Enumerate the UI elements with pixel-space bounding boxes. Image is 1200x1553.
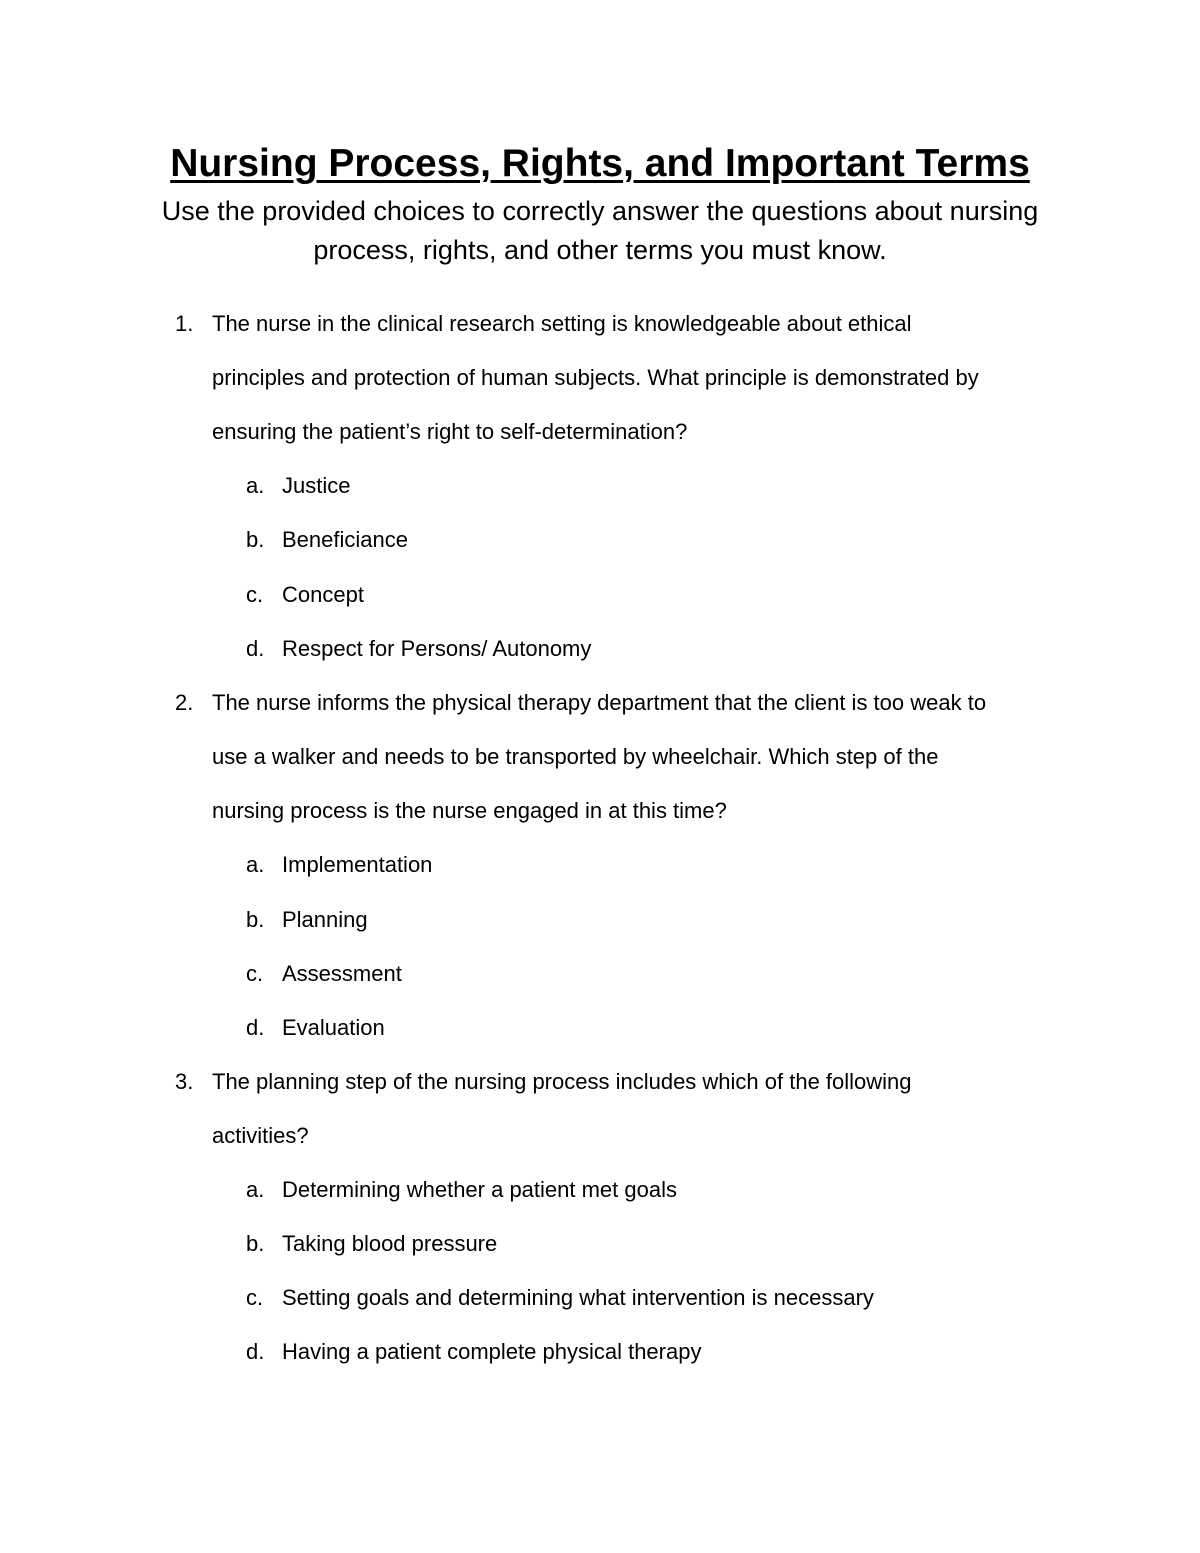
option-letter: d. — [246, 1015, 265, 1040]
document-title: Nursing Process, Rights, and Important Terms — [170, 142, 1030, 185]
option-letter: b. — [246, 1231, 265, 1256]
question-text-line: use a walker and needs to be transported by wheelchair. Which step of the — [212, 744, 939, 769]
option-text: Justice — [282, 473, 351, 498]
option-text: Concept — [282, 582, 364, 607]
option-letter: b. — [246, 527, 265, 552]
option-letter: a. — [246, 852, 265, 877]
question-text-line: The nurse in the clinical research setting is knowledgeable about ethical — [212, 311, 912, 336]
question-text-line: The nurse informs the physical therapy department that the client is too weak to — [212, 690, 987, 715]
option-text: Respect for Persons/ Autonomy — [282, 636, 592, 661]
option-text: Beneficiance — [282, 527, 408, 552]
document-subtitle: Use the provided choices to correctly answer the questions about nursing process, rights, and other terms you must know. — [161, 196, 1039, 265]
option-text: Planning — [282, 907, 368, 932]
option-letter: a. — [246, 1177, 265, 1202]
option-letter: b. — [246, 907, 265, 932]
option-letter: c. — [246, 961, 264, 986]
option-text: Evaluation — [282, 1015, 385, 1040]
option-letter: a. — [246, 473, 265, 498]
question-text-line: nursing process is the nurse engaged in at this time? — [212, 798, 727, 823]
question-text-line: The planning step of the nursing process includes which of the following — [212, 1069, 912, 1094]
question-text-line: principles and protection of human subjects. What principle is demonstrated by — [212, 365, 979, 390]
option-letter: c. — [246, 582, 264, 607]
option-letter: d. — [246, 1339, 265, 1364]
question-number: 3. — [175, 1069, 194, 1094]
question-text-line: ensuring the patient’s right to self-determination? — [212, 419, 688, 444]
option-text: Having a patient complete physical therapy — [282, 1339, 702, 1364]
option-letter: d. — [246, 636, 265, 661]
option-text: Setting goals and determining what intervention is necessary — [282, 1285, 874, 1310]
option-text: Taking blood pressure — [282, 1231, 498, 1256]
option-text: Assessment — [282, 961, 402, 986]
option-text: Implementation — [282, 852, 433, 877]
question-number: 1. — [175, 311, 194, 336]
question-number: 2. — [175, 690, 194, 715]
question-text-line: activities? — [212, 1123, 309, 1148]
option-letter: c. — [246, 1285, 264, 1310]
option-text: Determining whether a patient met goals — [282, 1177, 677, 1202]
